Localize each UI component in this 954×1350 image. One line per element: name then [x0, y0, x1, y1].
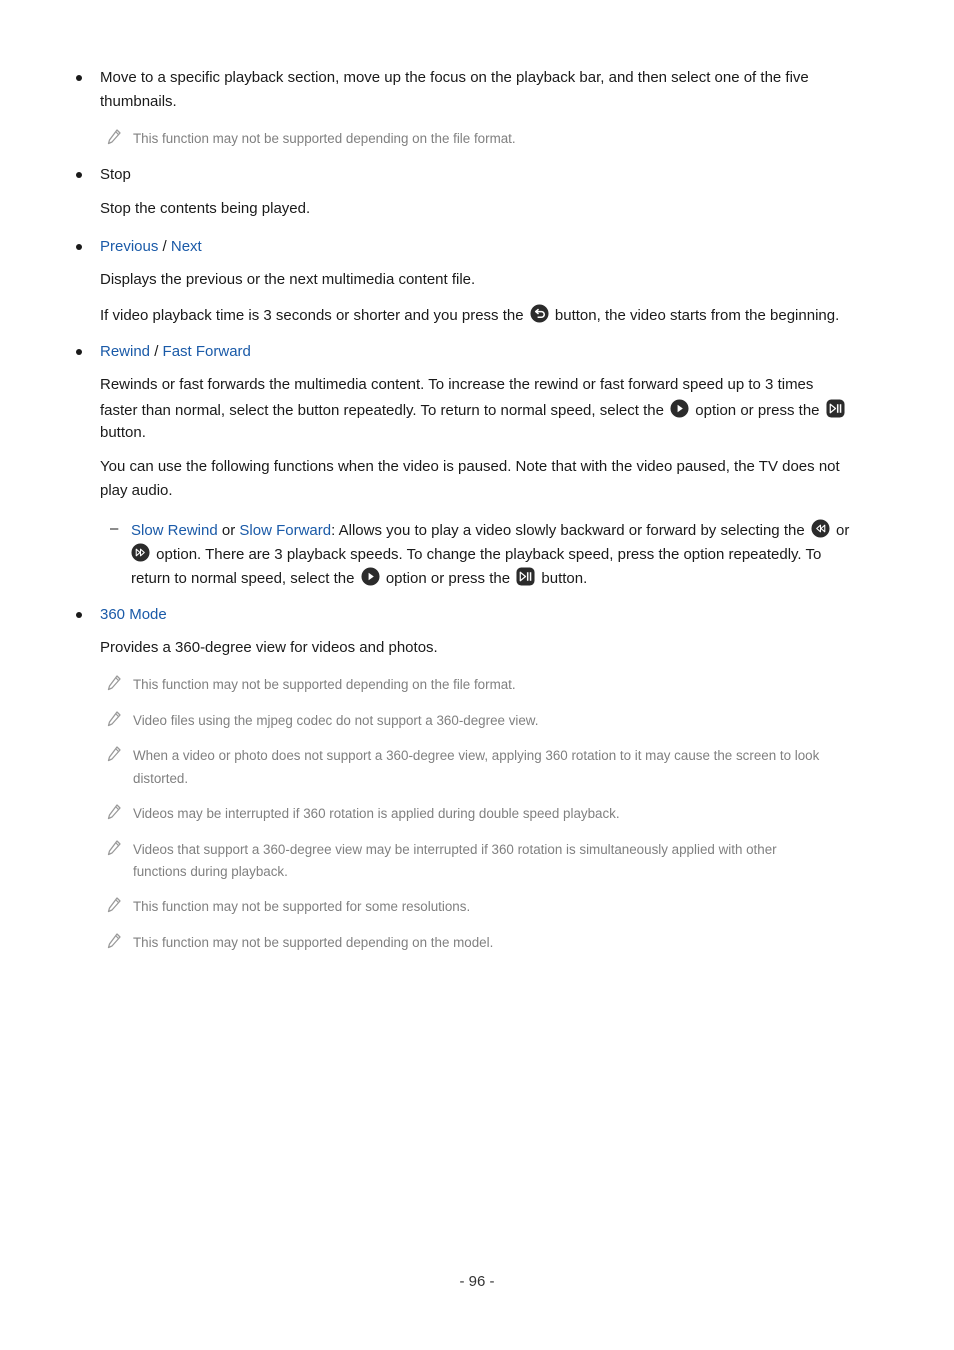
pencil-icon	[107, 840, 121, 856]
text-fragment: If video playback time is 3 seconds or shorter and you press the	[100, 307, 524, 324]
slow-motion-line-2	[131, 543, 821, 565]
rewind-link[interactable]: Rewind	[100, 343, 151, 360]
pencil-icon	[107, 675, 121, 691]
paused-desc-line-1: You can use the following functions when the video is paused. Note that with the video paused, the TV does not	[100, 458, 840, 475]
stop-title: Stop	[100, 166, 131, 183]
note-text: Videos may be interrupted if 360 rotation is applied during double speed playback.	[133, 806, 620, 821]
paused-desc-line-2: play audio.	[100, 482, 173, 499]
note-text: Video files using the mjpeg codec do not support a 360-degree view.	[133, 713, 539, 728]
play-pause-icon	[516, 567, 535, 586]
text-fragment: button.	[541, 570, 588, 587]
pencil-icon	[107, 711, 121, 727]
text-fragment: or	[836, 522, 850, 539]
pencil-icon	[107, 933, 121, 949]
note-text: When a video or photo does not support a 360-degree view, applying 360 rotation to it may cause the screen to look	[133, 748, 820, 763]
text-fragment: or	[217, 522, 240, 539]
rewind-icon	[811, 519, 830, 538]
note-text-continued: distorted.	[133, 771, 189, 786]
fast-forward-icon	[131, 543, 150, 562]
note-text: This function may not be supported depending on the file format.	[133, 677, 516, 692]
previous-next-desc: Displays the previous or the next multimedia content file.	[100, 271, 476, 288]
play-icon	[361, 567, 380, 586]
slow-rewind-link[interactable]: Slow Rewind	[131, 522, 218, 539]
rewind-desc-line-1: Rewinds or fast forwards the multimedia content. To increase the rewind or fast forward speed up to 3 times	[100, 376, 814, 393]
rewind-ff-title	[100, 342, 251, 362]
note-text: This function may not be supported depending on the file format.	[133, 131, 516, 146]
text-fragment: faster than normal, select the button repeatedly. To return to normal speed, select the	[100, 402, 664, 419]
play-icon	[670, 399, 689, 418]
stop-desc: Stop the contents being played.	[100, 200, 311, 217]
text-fragment: option or press the	[695, 402, 820, 419]
pencil-icon	[107, 129, 121, 145]
previous-next-note	[100, 304, 839, 326]
bullet-marker	[76, 612, 82, 618]
previous-link[interactable]: Previous	[100, 238, 159, 255]
play-pause-icon	[826, 399, 845, 418]
pencil-icon	[107, 804, 121, 820]
text-fragment: : Allows you to play a video slowly backward or forward by selecting the	[331, 522, 805, 539]
bullet-marker	[76, 75, 82, 81]
text-fragment: return to normal speed, select the	[131, 570, 355, 587]
rewind-desc-line-3: button.	[100, 424, 146, 441]
page-number: - 96 -	[459, 1273, 495, 1290]
next-link[interactable]: Next	[170, 238, 202, 255]
sub-item-dash: –	[110, 520, 119, 537]
title-separator: /	[158, 238, 171, 255]
mode-360-link[interactable]: 360 Mode	[100, 606, 167, 623]
note-text: Videos that support a 360-degree view may be interrupted if 360 rotation is simultaneously applied with other	[133, 842, 777, 857]
bullet-1-text-line-1: Move to a specific playback section, move up the focus on the playback bar, and then select one of the five	[100, 69, 809, 86]
bullet-marker	[76, 244, 82, 250]
previous-next-title	[100, 237, 202, 257]
pencil-icon	[107, 746, 121, 762]
text-fragment: option. There are 3 playback speeds. To change the playback speed, press the option repeatedly. To	[156, 546, 822, 563]
text-fragment: option or press the	[385, 570, 511, 587]
slow-motion-line-1	[131, 519, 849, 541]
bullet-marker	[76, 349, 82, 355]
bullet-marker	[76, 172, 82, 178]
note-text: This function may not be supported depending on the model.	[133, 935, 494, 950]
pencil-icon	[107, 897, 121, 913]
bullet-1-text-line-2: thumbnails.	[100, 93, 177, 110]
note-text-continued: functions during playback.	[133, 864, 288, 879]
mode-360-desc: Provides a 360-degree view for videos and photos.	[100, 639, 438, 656]
slow-motion-line-3	[131, 567, 587, 589]
note-text: This function may not be supported for some resolutions.	[133, 899, 471, 914]
return-icon	[530, 304, 549, 323]
fast-forward-link[interactable]: Fast Forward	[162, 343, 251, 360]
rewind-desc-line-2	[100, 399, 847, 421]
slow-forward-link[interactable]: Slow Forward	[239, 522, 332, 539]
title-separator: /	[150, 343, 163, 360]
text-fragment: button, the video starts from the beginning.	[554, 307, 840, 324]
